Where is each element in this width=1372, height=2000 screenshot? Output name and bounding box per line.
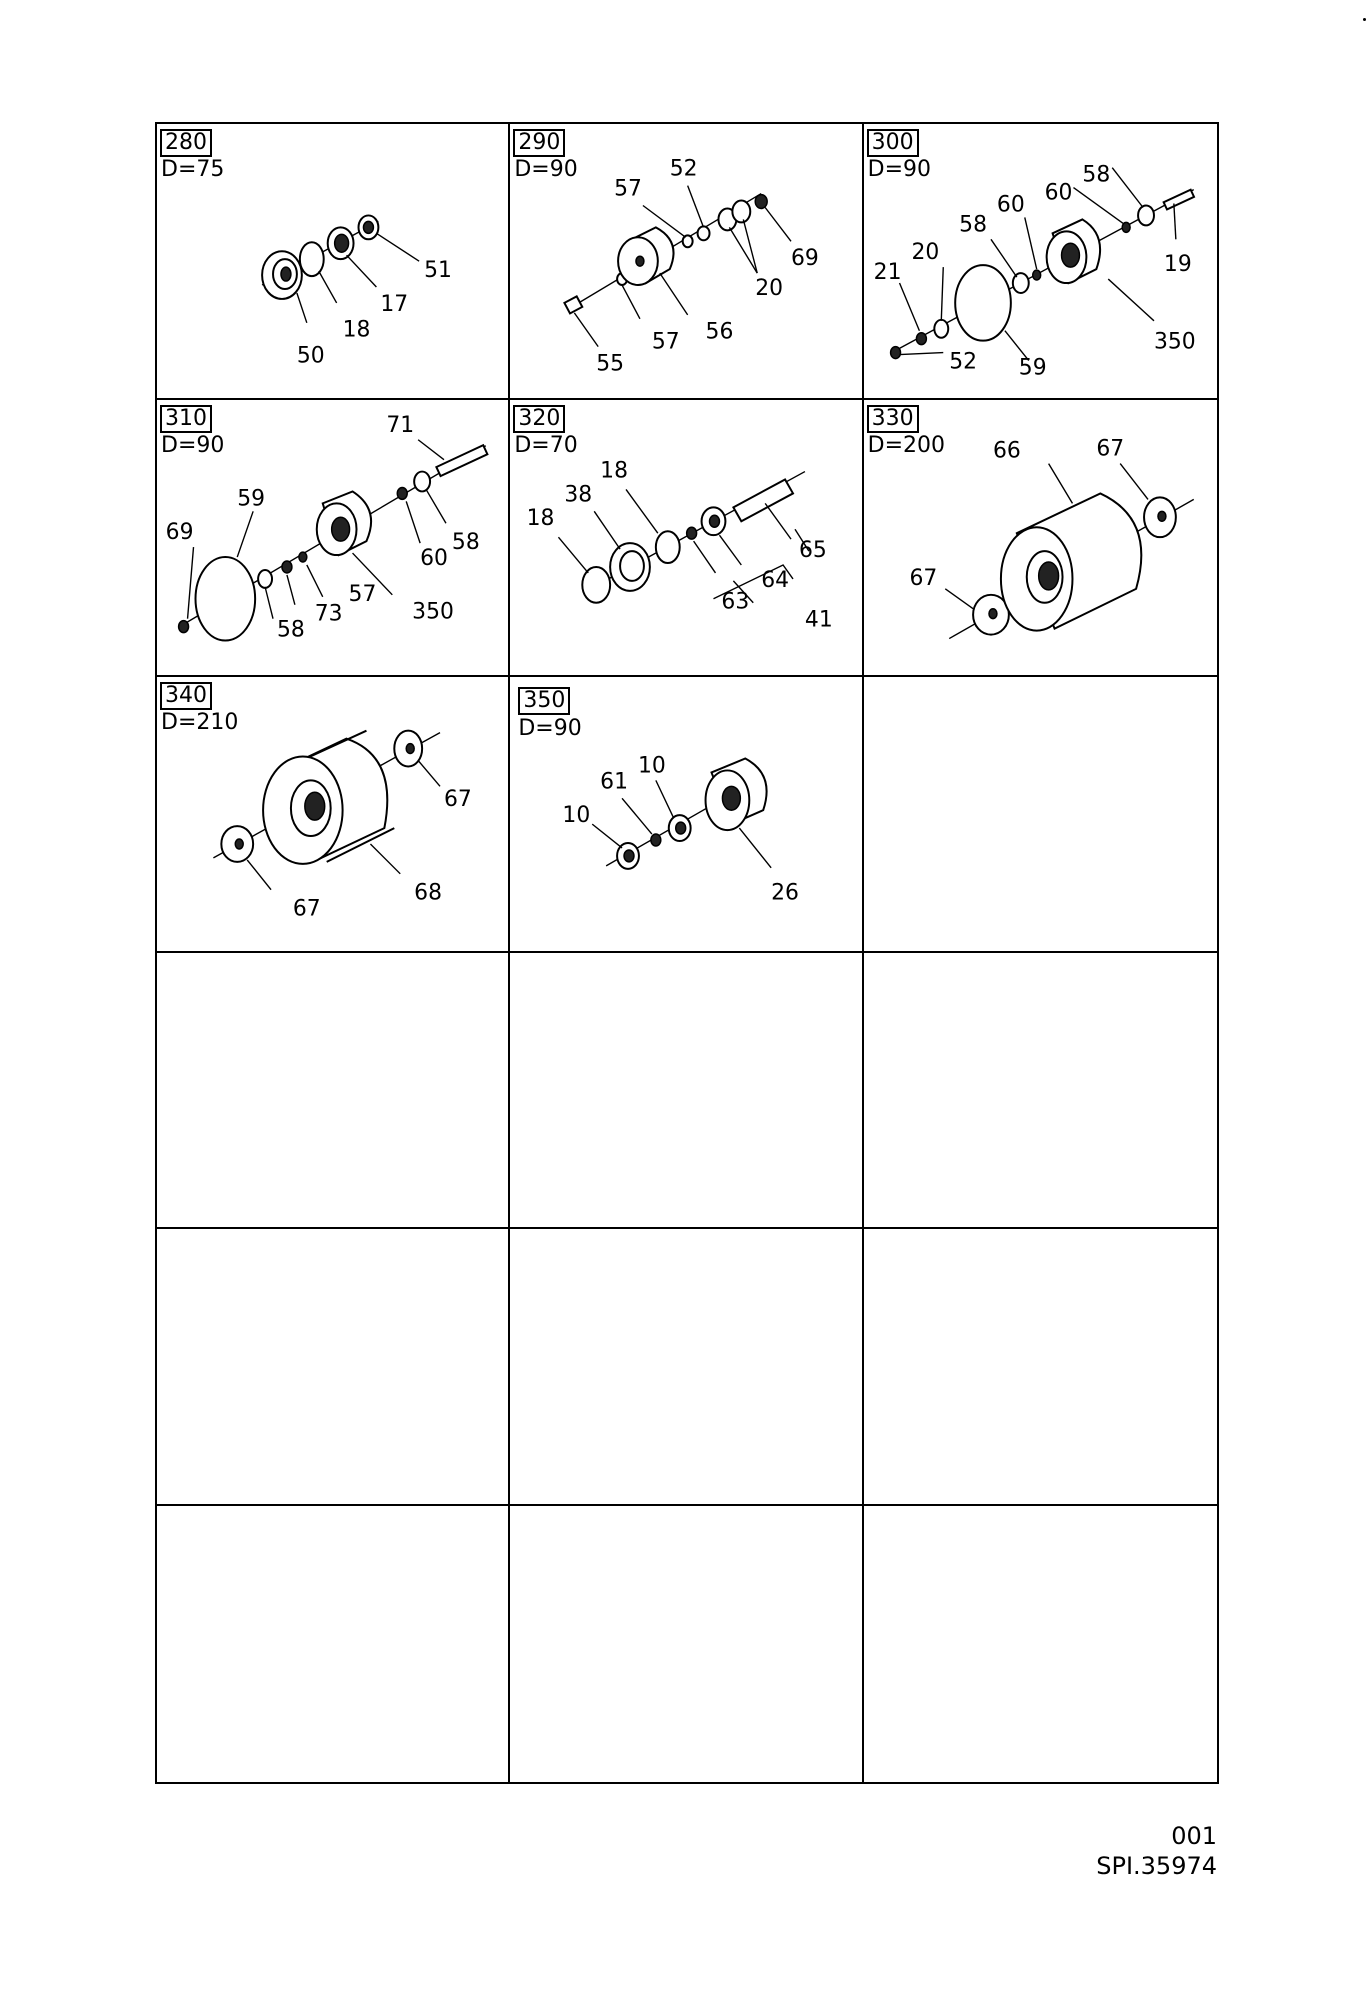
part-67 <box>1144 498 1176 538</box>
part-20 <box>733 201 751 223</box>
cell-diameter: D=90 <box>161 433 225 459</box>
part-10 <box>669 815 691 841</box>
part-59 <box>955 265 1011 341</box>
callout-69: 69 <box>791 246 820 272</box>
cell-code: 290 <box>513 129 565 157</box>
pulley-320-exploded-drawing <box>510 400 861 674</box>
callout-18: 18 <box>600 458 629 484</box>
callout-52: 52 <box>948 349 977 375</box>
cell-diameter: D=90 <box>518 715 582 741</box>
callout-21: 21 <box>873 260 902 286</box>
part-60 <box>1122 222 1130 232</box>
part-71 <box>436 446 487 477</box>
cell-empty <box>864 677 1217 953</box>
cell-empty <box>157 1506 510 1782</box>
callout-60: 60 <box>996 192 1025 218</box>
cell-310[interactable] <box>157 400 510 676</box>
callout-18: 18 <box>342 317 371 343</box>
cell-code: 280 <box>160 129 212 157</box>
part-55 <box>565 296 583 313</box>
pulley-grid <box>155 122 1219 1784</box>
pulley-280-exploded-drawing <box>157 124 508 398</box>
callout-56: 56 <box>705 319 734 345</box>
callout-67: 67 <box>443 786 472 812</box>
callout-57: 57 <box>348 582 377 608</box>
pulley-290-exploded-drawing <box>510 124 861 398</box>
pulley-350-exploded-drawing <box>510 677 861 951</box>
part-65 <box>734 480 794 522</box>
cell-code: 330 <box>867 405 919 433</box>
part-57 <box>299 552 307 562</box>
part-67 <box>221 826 253 862</box>
cell-code: 350 <box>518 687 570 715</box>
part-58 <box>1012 273 1028 293</box>
part-17 <box>328 227 354 259</box>
cell-code: 320 <box>513 405 565 433</box>
drawing-id: SPI.35974 <box>1096 1852 1217 1880</box>
part-19 <box>1163 190 1193 210</box>
callout-73: 73 <box>314 601 343 627</box>
callout-61: 61 <box>600 768 629 794</box>
callout-58: 58 <box>958 212 987 238</box>
cell-330[interactable] <box>864 400 1217 676</box>
cell-diameter: D=90 <box>514 157 578 182</box>
part-38 <box>610 543 650 591</box>
callout-64: 64 <box>761 568 790 594</box>
callout-67: 67 <box>1095 436 1124 462</box>
pulley-340-exploded-drawing <box>157 677 508 951</box>
part-69 <box>756 195 768 209</box>
cell-300[interactable] <box>864 124 1217 400</box>
callout-68: 68 <box>414 880 443 906</box>
callout-67: 67 <box>909 566 937 592</box>
part-350 <box>1046 219 1099 283</box>
callout-57: 57 <box>614 176 643 202</box>
cell-empty <box>864 1506 1217 1782</box>
callout-20: 20 <box>911 240 939 266</box>
callout-52: 52 <box>670 156 698 182</box>
part-52 <box>698 226 710 240</box>
callout-59: 59 <box>1018 355 1047 381</box>
part-18 <box>583 567 611 603</box>
callout-65: 65 <box>799 538 828 564</box>
cell-empty <box>510 953 863 1229</box>
callout-63: 63 <box>721 590 750 616</box>
part-64 <box>702 508 726 536</box>
callout-18: 18 <box>526 506 555 532</box>
callout-58: 58 <box>1082 162 1110 188</box>
callout-17: 17 <box>380 291 409 317</box>
part-66 <box>1001 494 1141 631</box>
cell-empty <box>510 1229 863 1505</box>
pulley-310-exploded-drawing <box>157 400 508 674</box>
part-350 <box>317 492 371 556</box>
part-68 <box>263 730 394 863</box>
part-58 <box>414 472 430 492</box>
cell-diameter: D=75 <box>161 157 225 182</box>
cell-diameter: D=70 <box>514 433 578 459</box>
part-61 <box>651 834 661 846</box>
cell-empty <box>510 1506 863 1782</box>
cell-diameter: D=210 <box>161 709 239 735</box>
part-51 <box>359 215 379 239</box>
cell-empty <box>157 953 510 1229</box>
callout-41: 41 <box>805 607 834 633</box>
part-21 <box>916 333 926 345</box>
part-57 <box>683 235 693 247</box>
corner-mark <box>1363 18 1366 21</box>
part-73 <box>282 561 292 573</box>
callout-57: 57 <box>652 329 681 355</box>
part-63 <box>687 528 697 540</box>
cell-empty <box>157 1229 510 1505</box>
cell-code: 300 <box>867 129 919 157</box>
part-20 <box>934 320 948 338</box>
cell-code: 340 <box>160 682 212 710</box>
part-58 <box>1138 206 1154 226</box>
part-50 <box>262 251 302 299</box>
callout-19: 19 <box>1163 252 1192 278</box>
callout-60: 60 <box>1044 180 1073 206</box>
part-56 <box>618 227 673 285</box>
part-18 <box>656 532 680 564</box>
callout-58: 58 <box>277 617 305 643</box>
callout-20: 20 <box>755 275 784 301</box>
callout-69: 69 <box>165 520 194 546</box>
cell-340[interactable] <box>157 677 510 953</box>
pulley-330-exploded-drawing <box>864 400 1217 674</box>
cell-320[interactable] <box>510 400 863 676</box>
cell-empty <box>864 1229 1217 1505</box>
part-60 <box>1032 270 1040 280</box>
part-60 <box>397 488 407 500</box>
cell-code: 310 <box>160 405 212 433</box>
cell-diameter: D=90 <box>867 157 932 182</box>
callout-10: 10 <box>562 802 591 828</box>
cell-350[interactable] <box>510 677 863 953</box>
callout-10: 10 <box>638 753 667 779</box>
part-59 <box>196 557 256 640</box>
callout-38: 38 <box>564 482 593 508</box>
part-69 <box>179 621 189 633</box>
callout-350: 350 <box>1153 329 1196 355</box>
cell-diameter: D=200 <box>867 433 946 459</box>
part-58 <box>258 570 272 588</box>
callout-58: 58 <box>451 530 480 556</box>
callout-350: 350 <box>412 599 454 625</box>
callout-51: 51 <box>424 258 452 284</box>
page-number: 001 <box>1171 1822 1217 1850</box>
callout-50: 50 <box>296 343 325 369</box>
callout-26: 26 <box>771 880 800 906</box>
callout-55: 55 <box>596 351 625 377</box>
cell-280[interactable] <box>157 124 510 400</box>
callout-71: 71 <box>386 413 415 439</box>
callout-67: 67 <box>292 896 321 922</box>
cell-empty <box>864 953 1217 1229</box>
callout-59: 59 <box>237 486 266 512</box>
part-52 <box>890 347 900 359</box>
cell-290[interactable] <box>510 124 863 400</box>
part-18 <box>300 242 324 276</box>
callout-60: 60 <box>420 546 448 572</box>
callout-66: 66 <box>992 438 1021 464</box>
part-26 <box>706 758 767 830</box>
pulley-300-exploded-drawing <box>864 124 1217 398</box>
